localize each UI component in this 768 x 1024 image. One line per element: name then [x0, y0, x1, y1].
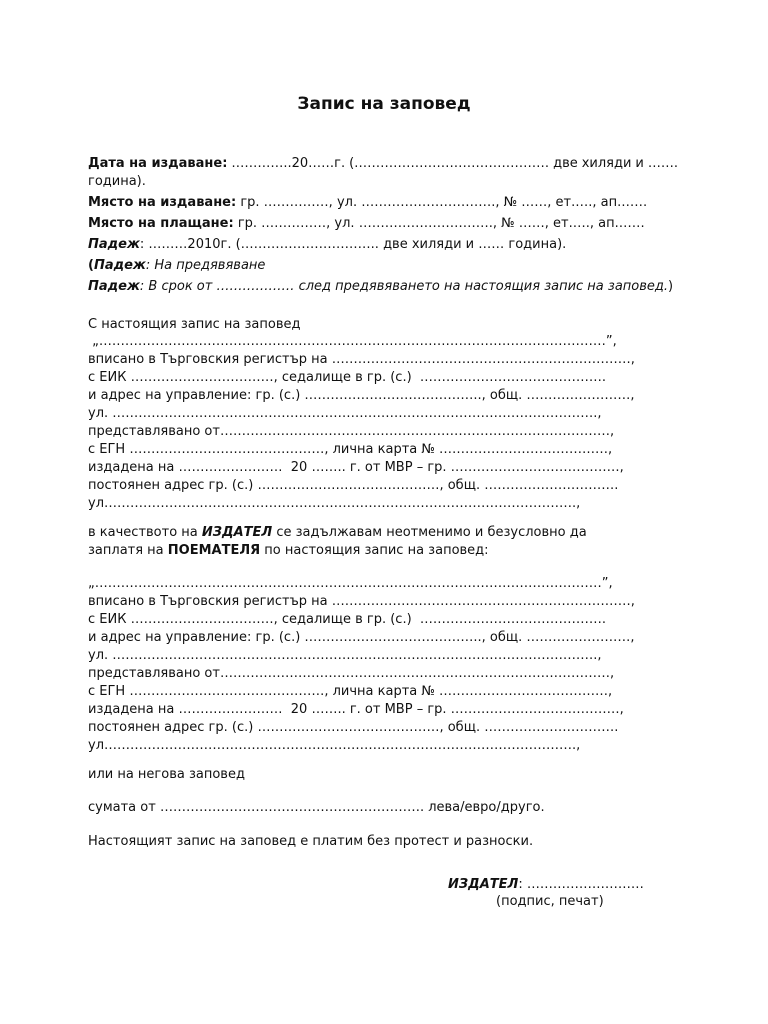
document-title: Запис на заповед — [297, 94, 471, 114]
issuer-field-line: и адрес на управление: гр. (с.) ………………………………….., общ. ……………………, — [88, 388, 635, 403]
date-of-issue-line-2: година). — [88, 174, 146, 189]
signature-label: ИЗДАТЕЛ — [448, 877, 519, 892]
payee-field-line: представлявано от………………………………………………………………………………, — [88, 666, 615, 681]
place-of-payment-line — [88, 215, 645, 232]
maturity-term-label: Падеж — [88, 279, 140, 294]
date-word: …………..20……г. — [231, 156, 346, 171]
issuer-field-line: „………………………………………………………………………………………………………”, — [88, 334, 617, 349]
paren-close: ) — [668, 279, 674, 294]
issuer-field-line: с ЕИК ……………………………, седалище в гр. (с.) ……………………………………. — [88, 370, 607, 385]
paren-open: ( — [88, 258, 94, 273]
issuer-intro: С настоящия запис на заповед — [88, 317, 301, 332]
date-word: и — [635, 156, 644, 171]
maturity-term-value: : В срок от ……………… след предявяването на настоящия запис на заповед. — [139, 279, 669, 294]
maturity-term-line — [88, 278, 673, 295]
place-of-issue-value: гр. ……………, ул. …………………………., № ……, ет.…., ап.…… — [236, 195, 648, 210]
issuer-role: ИЗДАТЕЛ — [201, 525, 273, 540]
maturity-on-demand-value: : На предявяване — [145, 258, 266, 273]
signature-line — [448, 876, 644, 893]
order-line: или на негова заповед — [88, 767, 245, 782]
signature-note: (подпис, печат) — [496, 894, 604, 909]
payee-field-line: с ЕИК ……………………………, седалище в гр. (с.) ……………………………………. — [88, 612, 607, 627]
payee-field-line: ул. …………………………………………………………………………………………………., — [88, 648, 602, 663]
place-of-payment-label: Място на плащане: — [88, 216, 234, 231]
maturity-line — [88, 236, 566, 253]
date-of-issue-line — [88, 155, 678, 172]
date-word: хиляди — [581, 156, 632, 171]
signature-value: : ……………………… — [518, 877, 644, 892]
issuer-field-line: представлявано от………………………………………………………………………………, — [88, 424, 615, 439]
issuer-field-line: издадена на …………………… 20 …….. г. от МВР – гр. …………………………………, — [88, 460, 624, 475]
payee-field-line: издадена на …………………… 20 …….. г. от МВР – гр. …………………………………, — [88, 702, 624, 717]
payee-field-line: с ЕГН ………………………………………, лична карта № …………………………………, — [88, 684, 613, 699]
place-of-issue-line — [88, 194, 647, 211]
amount-line: сумата от ……………………………………………………. лева/евро/друго. — [88, 800, 545, 815]
no-protest-line: Настоящият запис на заповед е платим без протест и разноски. — [88, 834, 534, 849]
issuer-field-line: с ЕГН ………………………………………, лична карта № …………………………………, — [88, 442, 613, 457]
payee-field-line: постоянен адрес гр. (с.) ……………………………………, общ. …………………………. — [88, 720, 619, 735]
issuer-field-line: ул………………………………………………………………………………………………., — [88, 496, 581, 511]
place-of-payment-value: гр. ……………, ул. …………………………., № ……, ет.…., ап.…… — [233, 216, 645, 231]
payee-field-line: и адрес на управление: гр. (с.) ………………………………….., общ. ……………………, — [88, 630, 635, 645]
obligation-line-2: заплатя на ПОЕМАТЕЛЯ по настоящия запис на заповед: — [88, 543, 489, 558]
payee-role: ПОЕМАТЕЛЯ — [167, 543, 261, 558]
date-word: две — [553, 156, 578, 171]
date-word: ……. — [647, 156, 678, 171]
payee-field-line: „………………………………………………………………………………………………………”, — [88, 576, 613, 591]
maturity-on-demand-label: Падеж — [93, 258, 146, 273]
date-word: (……………………………………… — [349, 156, 550, 171]
maturity-value: : ………2010г. (………………………….. две хиляди и …… година). — [139, 237, 567, 252]
issuer-field-line: вписано в Търговския регистър на ……………………………………………………………, — [88, 352, 635, 367]
obligation-line-1: в качеството на ИЗДАТЕЛ се задължавам неотменимо и безусловно да — [88, 525, 587, 540]
date-of-issue-label: Дата на издаване: — [88, 156, 228, 171]
payee-field-line: вписано в Търговския регистър на ……………………………………………………………, — [88, 594, 635, 609]
payee-field-line: ул………………………………………………………………………………………………., — [88, 738, 581, 753]
issuer-field-line: ул. …………………………………………………………………………………………………., — [88, 406, 602, 421]
maturity-label: Падеж — [88, 237, 140, 252]
issuer-field-line: постоянен адрес гр. (с.) ……………………………………, общ. …………………………. — [88, 478, 619, 493]
place-of-issue-label: Място на издаване: — [88, 195, 237, 210]
maturity-on-demand-line — [88, 257, 265, 274]
